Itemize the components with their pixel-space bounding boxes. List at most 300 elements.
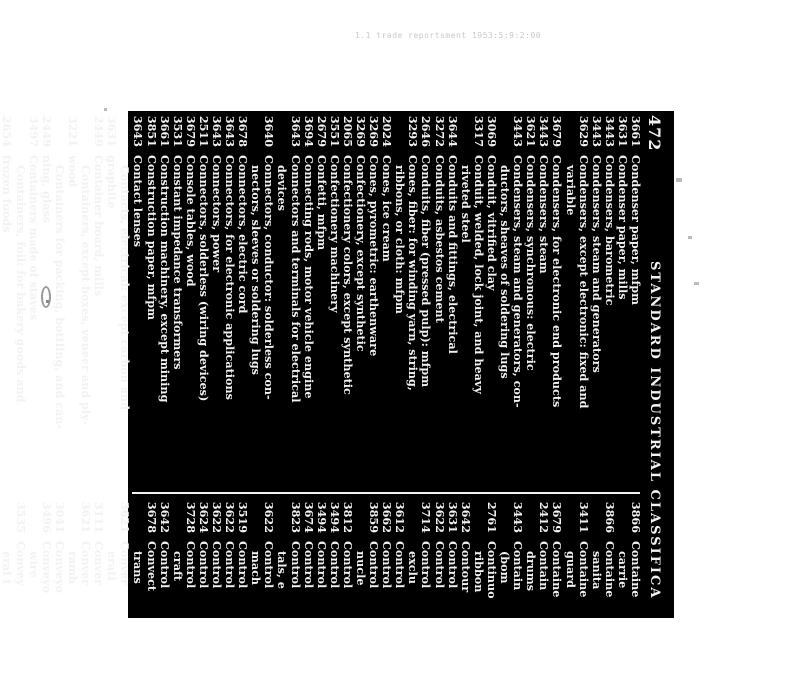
entry-code [393,111,406,155]
entry-text: Contacts, electrical: except carbon and [118,155,131,487]
entry-text: wood [66,155,79,487]
index-entry [315,111,328,487]
scan-speck [676,178,682,182]
entry-code: 3631 [105,111,118,155]
entry-code: 3661 [629,111,642,155]
entry-text: Connectors and terminals for electrical [288,155,301,487]
index-entry [577,111,590,487]
entry-code: 3269 [367,111,380,155]
entry-text: Connectors, conductor: solderless con- [262,155,275,487]
index-entry [197,111,210,487]
bleed-through-text: 1.1 trade reportsment 1953:5:9:2:00 [355,31,541,40]
index-entry [511,111,524,487]
entry-text: Contact lenses [131,155,144,487]
entry-text: Containe [603,541,616,697]
entry-text: Conveyo [40,541,53,697]
entry-text: Conduit, welded, lock joint, and heavy [472,155,485,487]
entry-code: 3643 [210,111,223,155]
entry-text: (bom [498,541,511,697]
index-entry [341,111,354,487]
index-entry [236,497,249,697]
entry-code: 3443 [537,111,550,155]
index-entry [616,111,629,487]
entry-code: 3674 [302,497,315,541]
entry-text: Conduits, asbestos cement [433,155,446,487]
index-entry [524,497,537,697]
index-entry [184,497,197,697]
entry-code: 3661 [158,111,171,155]
entry-code [563,497,576,541]
entry-text: Condensers, steam and generators, con- [511,155,524,487]
index-entry [498,111,511,487]
index-entry [262,497,275,697]
entry-text: Condenser paper, mfpm [629,155,642,487]
entry-text: ribbon [472,541,485,697]
entry-code: 3069 [485,111,498,155]
entry-text: Conver [118,541,131,697]
entry-code [53,111,66,155]
entry-code: 3678 [144,497,157,541]
index-entry [537,111,550,487]
entry-code: 3519 [236,497,249,541]
entry-text: guard [563,541,576,697]
index-column-right [0,497,642,697]
entry-text: Conduits, fiber (pressed pulp): mfpm [419,155,432,487]
entry-text: erati [105,541,118,697]
scan-speck [688,236,692,239]
page-header [642,111,668,618]
entry-text: Conveyo [53,541,66,697]
entry-text: Containers made of staves [27,155,40,487]
entry-text: Control [328,541,341,697]
entry-text: drums [524,541,537,697]
index-entry [92,497,105,697]
index-entry [275,111,288,487]
entry-code: 3443 [511,497,524,541]
entry-text: devices [275,155,288,487]
entry-code [105,497,118,541]
entry-text: Continuo [485,541,498,697]
entry-text: Containers, foil: for bakery goods and [14,155,27,487]
entry-text: Control [184,541,197,697]
index-entry [485,111,498,487]
index-entry [459,111,472,487]
entry-text: Contain [537,541,550,697]
entry-code: 3643 [288,111,301,155]
index-entry [419,497,432,697]
index-entry [446,111,459,487]
index-entry [603,497,616,697]
index-entry [210,497,223,697]
entry-code: 3496 [40,497,53,541]
index-entry [511,497,524,697]
entry-text: Condenser paper, mills [616,155,629,487]
entry-text: Conduit, vitrified clay [485,155,498,487]
entry-code: 3621 [79,497,92,541]
entry-text: ning, glass [40,155,53,487]
entry-text: tals, e [275,541,288,697]
entry-text: Containe [577,541,590,697]
index-entry [354,111,367,487]
entry-text: Condensers, except electronic: fixed and [577,155,590,487]
entry-text: Connectors, electric cord [236,155,249,487]
entry-text: Connecting rods, motor vehicle engine [302,155,315,487]
entry-text: Condensers, steam and generators [590,155,603,487]
index-entry [341,497,354,697]
index-entry [288,111,301,487]
entry-code [590,497,603,541]
entry-text: Control [197,541,210,697]
entry-code: 3621 [118,497,131,541]
entry-text: nucle [354,541,367,697]
index-entry [131,497,144,697]
entry-code: 3642 [459,497,472,541]
entry-text: Connectors, power [210,155,223,487]
entry-code [249,111,262,155]
index-entry [236,111,249,487]
entry-text: Control [288,541,301,697]
index-entry [367,497,380,697]
index-entry [315,497,328,697]
entry-text: Control [393,541,406,697]
entry-code: 3272 [433,111,446,155]
entry-code [524,497,537,541]
entry-text: Condensers, barometric [603,155,616,487]
index-entry [446,497,459,697]
entry-code: 3631 [616,111,629,155]
index-entry [577,497,590,697]
index-entry [629,111,642,487]
entry-text: Control [315,541,328,697]
entry-code: 3642 [158,497,171,541]
entry-text: riveted steel [459,155,472,487]
index-entry [288,497,301,697]
entry-code: 3866 [603,497,616,541]
page-number: 472 [645,115,664,151]
entry-code: 3644 [446,111,459,155]
index-entry [550,111,563,487]
index-entry [0,497,13,697]
entry-text: Control [236,541,249,697]
entry-text: Control [367,541,380,697]
index-entry [40,497,53,697]
index-entry [262,111,275,487]
entry-text: frozen foods [0,155,13,487]
entry-code: 3535 [14,497,27,541]
index-entry [590,497,603,697]
index-entry [603,111,616,487]
index-entry [105,111,118,487]
entry-code: 3443 [511,111,524,155]
entry-text: variable [563,155,576,487]
entry-code: 2024 [380,111,393,155]
entry-text: Conver [92,541,105,697]
entry-code: 3411 [577,497,590,541]
entry-code [14,111,27,155]
entry-code: 3662 [380,497,393,541]
entry-code: 3621 [524,111,537,155]
entry-text: Control [210,541,223,697]
index-entry [223,111,236,487]
entry-code [616,497,629,541]
index-entry [79,497,92,697]
entry-text: Control [380,541,393,697]
index-entry [629,497,642,697]
entry-text: Condensers, for electronic end products [550,155,563,487]
entry-text: Control [158,541,171,697]
entry-text: carrie [616,541,629,697]
entry-code [354,497,367,541]
index-entry [118,111,131,487]
index-entry [393,111,406,487]
entry-text: Convey [14,541,27,697]
entry-code: 3643 [223,111,236,155]
entry-code: 3866 [629,497,642,541]
index-entry [393,497,406,697]
entry-text: Containers, except boxes, veneer and ply- [79,155,92,487]
index-entry [498,497,511,697]
index-entry [472,111,485,487]
entry-code: 2511 [197,111,210,155]
entry-code: 2065 [341,111,354,155]
entry-code: 2654 [0,111,13,155]
index-entry [537,497,550,697]
entry-text: Confectionery, except synthetic [354,155,367,487]
scan-speck [694,282,699,285]
entry-text: Conver [79,541,92,697]
index-entry [53,111,66,487]
entry-text: Control [341,541,354,697]
index-entry [433,497,446,697]
index-entry [40,111,53,487]
index-entry [184,111,197,487]
page-title: STANDARD INDUSTRIAL CLASSIFICA [647,261,662,599]
entry-code [563,111,576,155]
index-entry [419,111,432,487]
entry-text: Confectionery colors, except synthetic [341,155,354,487]
entry-code [498,111,511,155]
entry-text: Connectors, solderless (wiring devices) [197,155,210,487]
index-entry [354,497,367,697]
entry-text: Control [262,541,275,697]
entry-code [66,497,79,541]
index-entry [563,497,576,697]
entry-code: 2761 [485,497,498,541]
index-entry [328,111,341,487]
entry-code: 3714 [419,497,432,541]
entry-code: 2449 [40,111,53,155]
entry-code: 3622 [210,497,223,541]
entry-code: 3679 [550,497,563,541]
index-entry [197,497,210,697]
entry-text: Cones, ice cream [380,155,393,487]
index-entry [66,497,79,697]
index-entry [92,111,105,487]
entry-text: exclu [406,541,419,697]
index-entry [367,111,380,487]
entry-code [171,497,184,541]
entry-text: Confetti, mfpm [315,155,328,487]
index-entry [485,497,498,697]
index-entry [249,111,262,487]
entry-code: 3679 [184,111,197,155]
entry-text: Control [433,541,446,697]
entry-code [498,497,511,541]
entry-text: Containers for packing, bottling, and can- [53,155,66,487]
entry-code [118,111,131,155]
entry-text: Containe [629,541,642,697]
entry-code: 3640 [262,111,275,155]
index-entry [380,497,393,697]
index-entry [14,497,27,697]
index-entry [53,497,66,697]
index-entry [472,497,485,697]
entry-code: 3612 [393,497,406,541]
entry-text: Confectionery machinery [328,155,341,487]
index-entry [302,111,315,487]
entry-text: Condensers, synchronous: electric [524,155,537,487]
entry-code: 3497 [27,111,40,155]
index-entry [171,497,184,697]
entry-text: Constant impedance transformers [171,155,184,487]
entry-code: 3221 [66,111,79,155]
index-column-left [0,111,642,487]
entry-text: sanita [590,541,603,697]
entry-code [472,497,485,541]
entry-code: 3494 [315,497,328,541]
entry-code [406,497,419,541]
entry-text: Cones, fiber: for winding yarn, string, [406,155,419,487]
index-entry [616,497,629,697]
entry-code: 3443 [590,111,603,155]
index-entry [66,111,79,487]
entry-text: mach [249,541,262,697]
entry-code: 3622 [223,497,236,541]
column-divider [132,492,640,494]
entry-code [275,111,288,155]
entry-text: Container board, mills [92,155,105,487]
entry-code: 2646 [419,111,432,155]
entry-code: 2412 [537,497,550,541]
entry-text: Connectors, for electronic applications [223,155,236,487]
index-entry [380,111,393,487]
entry-code: 3624 [197,497,210,541]
entry-text: Control [446,541,459,697]
entry-text: nectors, sleeves or soldering lugs [249,155,262,487]
entry-text: ramb [66,541,79,697]
entry-code [0,497,13,541]
index-entry [144,497,157,697]
entry-text: graphite [105,155,118,487]
entry-code: 3694 [302,111,315,155]
entry-code: 2449 [92,111,105,155]
scanned-page [128,111,674,618]
index-entry [524,111,537,487]
entry-text: Condensers, steam [537,155,550,487]
entry-code: 3531 [171,111,184,155]
entry-text: Control [419,541,432,697]
index-entry [223,497,236,697]
index-entry [144,111,157,487]
entry-code: 3859 [367,497,380,541]
index-entry [27,111,40,487]
entry-text: Containe [550,541,563,697]
index-entry [302,497,315,697]
entry-code: 3293 [406,111,419,155]
index-entry [158,497,171,697]
entry-text: Contour [459,541,472,697]
rotated-content [128,111,674,618]
index-entry [406,497,419,697]
index-entry [79,111,92,487]
entry-text: Contain [511,541,524,697]
index-entry [210,111,223,487]
entry-code: 3622 [433,497,446,541]
entry-code: 3851 [144,111,157,155]
entry-code: 3551 [328,111,341,155]
index-entry [433,111,446,487]
entry-text: trans [131,541,144,697]
index-entry [171,111,184,487]
entry-text: Construction paper, mfpm [144,155,157,487]
entry-code: 3317 [472,111,485,155]
index-entry [105,497,118,697]
index-entry [27,497,40,697]
entry-code [27,497,40,541]
entry-text: eral i [0,541,13,697]
entry-code [131,497,144,541]
entry-text: Conduits and fittings, electrical [446,155,459,487]
entry-code: 3812 [341,497,354,541]
entry-code: 3443 [603,111,616,155]
entry-text: Control [223,541,236,697]
entry-code [459,111,472,155]
index-entry [459,497,472,697]
index-entry [118,497,131,697]
entry-code: 2679 [315,111,328,155]
index-entry [131,111,144,487]
index-entry [563,111,576,487]
entry-code: 3269 [354,111,367,155]
entry-text: wire [27,541,40,697]
index-entry [249,497,262,697]
entry-text: Control [302,541,315,697]
index-entry [550,497,563,697]
entry-code: 3631 [446,497,459,541]
entry-code [249,497,262,541]
entry-code: 3823 [288,497,301,541]
entry-code: 3111 [92,497,105,541]
entry-text: Console tables, wood [184,155,197,487]
entry-code: 3622 [262,497,275,541]
index-entry [0,111,13,487]
entry-code: 3728 [184,497,197,541]
index-entry [328,497,341,697]
index-entry [14,111,27,487]
entry-code [79,111,92,155]
entry-code: 3678 [236,111,249,155]
entry-code: 3629 [577,111,590,155]
entry-text: ductors, sheaves of soldering lugs [498,155,511,487]
index-entry [406,111,419,487]
index-entry [158,111,171,487]
entry-code: 3643 [131,111,144,155]
entry-text: Convect [144,541,157,697]
entry-code [275,497,288,541]
entry-text: Cones, pyrometric: earthenware [367,155,380,487]
entry-code: 3679 [550,111,563,155]
entry-code: 3494 [328,497,341,541]
